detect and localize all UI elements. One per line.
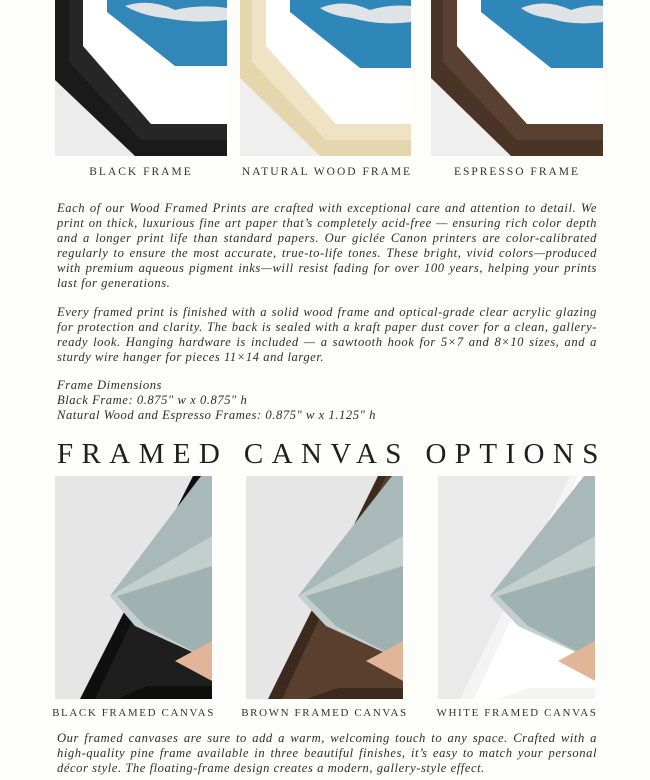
frame-label-natural: NATURAL WOOD FRAME bbox=[241, 166, 413, 178]
framing-details-paragraph: Every framed print is finished with a solid wood frame and optical-grade clear acrylic glazing for protection and clarity. The back is sealed with a kraft paper dust cover for a clean, gallery-ready look. Hanging hardware is included — a sawtooth hook for 5×7 and 8×10 sizes, and a sturdy wire hanger for pieces 11×14 and larger. bbox=[57, 305, 597, 364]
canvas-label-brown: BROWN FRAMED CANVAS bbox=[241, 707, 408, 719]
frame-dimensions bbox=[57, 378, 597, 423]
section-title: FRAMED CANVAS OPTIONS bbox=[57, 438, 607, 470]
black-canvas-image[interactable] bbox=[55, 476, 212, 699]
framed-print-gallery bbox=[0, 0, 650, 160]
brown-canvas-image[interactable] bbox=[246, 476, 403, 699]
black-frame-image[interactable] bbox=[55, 0, 227, 156]
frame-label-espresso: ESPRESSO FRAME bbox=[453, 166, 581, 178]
frame-label-black: BLACK FRAME bbox=[89, 166, 193, 178]
canvas-description-paragraph: Our framed canvases are sure to add a warm, welcoming touch to any space. Crafted with a high-quality pine frame available in three beautiful finishes, it’s easy to match your personal décor style. The floating-frame design creates a modern, gallery-style effect. bbox=[57, 731, 597, 775]
natural-wood-frame-image[interactable] bbox=[240, 0, 411, 156]
dimensions-black: Black Frame: 0.875″ w x 0.875″ h bbox=[57, 393, 248, 407]
dimensions-natural-espresso: Natural Wood and Espresso Frames: 0.875″ w x 1.125″ h bbox=[57, 408, 376, 422]
dimensions-heading: Frame Dimensions bbox=[57, 378, 162, 392]
print-description-paragraph: Each of our Wood Framed Prints are crafted with exceptional care and attention to detail. We print on thick, luxurious fine art paper that’s completely acid-free — ensuring rich color depth and a longer print life than standard papers. Our giclée Canon printers are color-calibrated regularly to ensure the most accurate, true-to-life tones. These bright, vivid colors—produced with premium aqueous pigment inks—will resist fading for over 100 years, helping your prints last for generations. bbox=[57, 201, 597, 290]
espresso-frame-image[interactable] bbox=[431, 0, 603, 156]
white-canvas-image[interactable] bbox=[438, 476, 595, 699]
canvas-label-white: WHITE FRAMED CANVAS bbox=[436, 707, 598, 719]
canvas-label-black: BLACK FRAMED CANVAS bbox=[52, 707, 215, 719]
